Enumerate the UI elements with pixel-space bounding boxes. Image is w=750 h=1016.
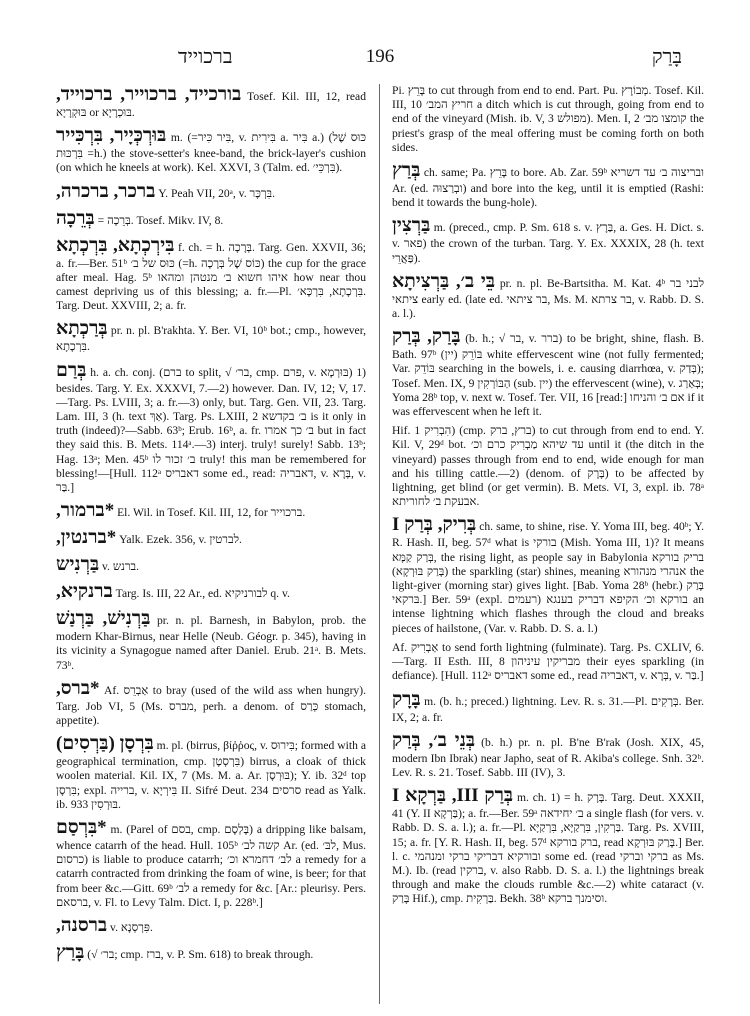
entry-headword: בְּרִיק, בְּרַק I [392,514,477,536]
dictionary-entry [56,527,366,549]
entry-definition: Pi. בָּרֵץ to cut through from end to end. Part. Pu. מְבוֹרָץ. Tosef. Kil. III, 10 חריץ המב׳ a ditch which is cut through, going from end to end of the vineyard (Mish. ib. V, 3 מפולש). Men. I, 2 קומצו מב׳ the priest's grasp of the meal offering must be coming forth on both sides. [392,84,704,154]
dictionary-entry [56,360,366,496]
entry-headword: *ברס, [56,677,100,699]
entry-definition: h. a. ch. conj. (ברם to split, √ בר׳, cmp. פרם, v. בּוּרְמָא) 1) besides. Targ. Y. Ex. XXXVI, 7.—2) however. Dan. IV, 12; V, 17.—Targ. Ps. LVIII, 3; a. fr.—3) only, but. Targ. Gen. VII, 23. Targ. Lam. III, 3 (h. text אַךְ). Targ. Ps. LXIII, 2 ב׳ בקדשא is it only in truth (indeed)?—Sabb. 63ᵇ; Erub. 16ᵇ, a. fr. ב׳ כך אמרו but in fact they said this. B. Mets. 114ᵃ.—3) interj. truly! surely! Sabb. 13ᵇ; Hag. 13ᵃ; Men. 45ᵇ ב׳ זכור לו truly! this man be remembered for blessing!—[Hull. 112ᵃ דאבריס some ed., read: דאבריה, v. בְּרָא, v. בַּר.] [56,365,366,495]
entry-definition: ch. same, to shine, rise. Y. Yoma III, beg. 40ᵇ; Y. R. Hash. II, beg. 57ᵈ what is בורקי (Mish. Yoma III, 1)? It means בְּרַק קַמָּא, the rising light, as people say in Babylonia בריק בורקא (בָּרַק בּוּרְקָא) the sparkling (star) shines, meaning אנהרי מנהורא the light-giver (morning star) gives light. [Bab. Yoma 28ᵇ (hebr.) בָּרַק בּרקאי.] Ber. 59ᵃ (expl. רעמים) בורקא וכ׳ הקיפא דבריק בענגא an intense lightning which flashes through the cloud and breaks pieces of hailstone, (Var. v. Rabb. D. S. a. l.) [392,520,704,635]
entry-headword: בָּרַץ [56,942,85,964]
entry-definition: f. ch. = h. בְּרָכָה. Targ. Gen. XXVII, 36; a. fr.—Ber. 51ᵇ כּוּס של ב׳ (=h. כּוֹס שֶׁל בְּרָכָה) the cup for the grace after meal. Hag. 5ᵇ איהו חשוא ב׳ מנטהן ומהאו how near thou camest depriving us of this blessing; a. fr.—Pl. בִּרְכָתָא, בִּרְכָּא׳. Targ. Deut. XXVIII, 2; a. fr. [56,240,366,313]
dictionary-entry [392,514,704,635]
dictionary-entry [392,785,704,906]
entry-headword: בְּרַכְתָא [56,318,108,340]
dictionary-entry [392,641,704,684]
dictionary-entry [56,125,366,175]
entry-definition: pr. n. pl. B'rakhta. Y. Ber. VI, 10ᵇ bot.; cmp., however, בִּרְכָתָא. [56,324,366,354]
entry-headword: בְּרֵכָה [56,207,95,229]
dictionary-entry [56,915,366,937]
entry-definition: v. ברנש. [99,560,140,574]
entry-headword: ברסנה, [56,915,108,937]
entry-headword: בְּרַק III, בַּרְקָא I [392,785,514,807]
entry-definition: Targ. Is. III, 22 Ar., ed. לבורניקיא q. v. [112,587,290,601]
entry-definition: Hif. הִבְרִיק 1) (cmp. ברץ, ברק) to cut through from end to end. Y. Kil. V, 29ᵈ bot. עד שיהא מַבְרִיק כרם וכ׳ until it (the ditch in the vineyard) passes through from end to end, wide enough for man and his tilling cattle.—2) (denom. of בָּרָק) to be affected by lightning, get blind (or get vermin). B. Mets. VI, 3, expl. ib. 78ᵃ אבעקת ב׳ לחוריתא. [392,424,704,509]
entry-definition: El. Wil. in Tosef. Kil. III, 12, for ברכוייר. [114,506,306,520]
entry-headword: בֵּי ב׳, בַּרְצִיתָא [392,270,496,292]
entry-definition: Af. אַבְרֵס to bray (used of the wild ass when hungry). Targ. Job VI, 5 (Ms. מברס, perh. a denom. of כְּרַס stomach, appetite). [56,683,366,728]
entry-headword: בּוּרְכְּיָיר, בִּרְכִּייר [56,125,167,147]
entry-headword: בַּרְנִיש [56,554,100,576]
dictionary-entry [56,181,366,203]
entry-definition: (b. h.) pr. n. pl. B'ne B'rak (Josh. XIX, 45, modern Ibn Ibrak) near Japho, seat of R. Akiba's college. Snh. 32ᵇ. Lev. R. s. 21. Tosef. Sabb. III (IV), 3. [392,735,704,779]
dictionary-entry [392,215,704,265]
entry-headword: בַּרְנִישׁ, בַּרְנַשׁ [56,608,151,630]
header-left-catchword: ברכוייד [178,46,233,68]
entry-definition: m. pl. (birrus, βίῤῥος, v. בִּירוּס; formed with a geographical termination, cmp. בִּרְסְטָן) birrus, a cloak of thick woolen material. Kil. IX, 7 (Ms. M. a. Ar. בּוּרְסָן); Y. ib. 32ᵈ top בִּרְסָן; expl. ברייה, v. בִּירְיָא II. Sifré Deut. 234 סרסים read as Yalk. ib. 933 בּוּרְסִין. [56,739,366,811]
dictionary-entry [392,424,704,509]
dictionary-entry [56,208,366,230]
entry-headword: בורכייד, ברכוייר, ברכוייד, [56,84,242,105]
entry-definition: (√ בר׳; cmp. ברז, v. P. Sm. 618) to break through. [84,948,314,962]
entry-headword: *ברמור, [56,500,115,522]
dictionary-entry [56,500,366,522]
entry-headword: בִּרְסָן (בַּרְסִים) [56,733,154,755]
entry-definition: pr. n. pl. Barnesh, in Babylon, prob. the modern Khar-Birnus, near Helle (Neub. Géogr. p. 345), having in its vicinity a Synagogue named after Daniel. Erub. 21ᵃ. B. Mets. 73ᵇ. [56,614,366,672]
page-number: 196 [365,46,395,67]
dictionary-entry [56,817,366,910]
entry-definition: ch. same; Pa. בָּרֵץ to bore. Ab. Zar. 59ᵇ ובריצוה ב׳ עד דשריא Ar. (ed. ובְרַצוּה) and bore into the keg, until it is emptied (Rashi: bend it towards the bung-hole). [392,166,704,210]
dictionary-entry [392,730,704,780]
entry-headword: ברכר, ברכרה, [56,180,156,202]
left-column [56,84,366,1004]
entry-definition: m. ch. 1) = h. בָּרָק. Targ. Deut. XXXII, 41 (Y. II בַּרְקָא); a. fr.—Ber. 59ᵃ ב׳ יחידאה a single flash (for vers. v. Rabb. D. S. a. l.); a. fr.—Pl. בַּרְקִין, בִּרְקַיָּא, בִּרְקַיָּא. Targ. Ps. XVIII, 15; a. fr. [Y. R. Hash. II, beg. 57ᵈ ברק בורקא, read בָּרַק בּוּרְקָא.] Ber. l. c. ובורקיא דבריקי ברקי ומנהמי some ed. (read ברקי וברקי as Ms. M.). Ib. (read ברקין, v. also Rabb. D. S. a. l.) the lightnings break through and make the clouds rumble &c.—2) white cataract (v. בָּרַק Hif.), cmp. בַּרְקִית. Bekh. 38ᵇ וסימנך ברקא. [392,791,704,906]
entry-definition: m. (=בִּיר כִּיר, v. בִּירִית a. בִּיר a.) (כּוּס שֶׁל בִּרְכּוּת =h.) the stove-setter's knee-band, the brick-layer's cushion (on which he kneels at work). Kel. XXVI, 3 (Talm. ed. בִּרְכֵּי׳). [56,131,366,175]
entry-definition: Yalk. Ezek. 356, v. לברטין. [116,533,242,547]
dictionary-entry [392,689,704,725]
entry-headword: בְּרַם [56,359,87,381]
dictionary-entry [56,84,366,120]
dictionary-entry [56,942,366,964]
dictionary-entry [392,84,704,155]
entry-definition: Af. אַבְרִיק to send forth lightning (fulminate). Targ. Ps. CXLIV, 6.—Targ. II Esth. III, 8 מבריקין עיניהון their eyes sparkling (in defiance). [Hull. 112ᵃ דאבריס some ed., read דאבריה, v. בְּרָא, v. בַּר.] [392,640,704,683]
entry-definition: m. (preced., cmp. P. Sm. 618 s. v. בַּרָץ, a. Ges. H. Dict. s. v. פאר) the crown of the turban. Targ. Y. Ex. XXXIX, 28 (h. text פַּאֲרֵי). [392,221,704,265]
entry-headword: *ברנטין, [56,527,117,549]
column-divider [379,84,380,1004]
entry-headword: בַּרְצִין [392,215,431,237]
entry-headword: בָּרַק, בְּרַק [392,326,461,348]
entry-definition: m. (Parel of בסם, cmp. בָּלְסָם) a dripping like balsam, whence catarrh of the head. Hull. 105ᵇ קשה לב׳ Ar. (ed. לבּ׳, Mus. כרסום) is liable to produce catarrh; לב׳ דחמרא וכ׳ a remedy for a catarrh contracted from drinking the foam of wine, is beer; for that from beer &c.—Gitt. 69ᵇ לב׳ a remedy for &c. [Ar.: pleurisy. Pers. ברסאם, v. Fl. to Levy Talm. Dict. I, p. 228ᵇ.] [56,823,366,909]
entry-headword: בְּרַץ [392,160,421,182]
dictionary-entry [56,235,366,314]
entry-definition: Tosef. Kil. III, 12, read בּוּקְרָיָא or בּוּכְרָיָא. [56,90,366,119]
entry-definition: Y. Peah VII, 20ᵃ, v. בִּרְכָּר. [155,186,276,200]
dictionary-entry [392,326,704,419]
entry-definition: m. (b. h.; preced.) lightning. Lev. R. s. 31.—Pl. בְּרָקִים. Ber. IX, 2; a. fr. [392,694,704,724]
page-header [60,44,700,72]
dictionary-entry [56,581,366,603]
dictionary-entry [56,608,366,673]
dictionary-entry [56,678,366,728]
entry-headword: *בִּרְסַם [56,817,107,839]
dictionary-entry [392,160,704,210]
entry-headword: בִּירְכְתָא, בִּרְכְתָא [56,234,175,256]
dictionary-entry [56,733,366,812]
entry-definition: = בְּרֵכָה. Tosef. Mikv. IV, 8. [94,213,224,227]
header-right-catchword: בָּרַק [651,46,682,68]
entry-headword: בְּנֵי ב׳, בְּרַק [392,729,476,751]
entry-headword: ברנקיא, [56,581,113,603]
entry-definition: pr. n. pl. Be-Bartsitha. M. Kat. 4ᵇ לבני בר ציתאי early ed. (late ed. בר ציתאי, Ms. M. בר צרתא, v. Rabb. D. S. a. l.). [392,276,704,321]
entry-definition: (b. h.; √ בר, v. ברר) to be bright, shine, flash. B. Bath. 97ᵇ (יין) בּוֹרֵק white effervescent wine (not fully fermented; Var. בּוֹדֵק searching in the bowels, i. e. causing diarrhœa, v. בְּדַק); Tosef. Men. IX, 9 הַבּוֹרְקִין (sub. יין) the effervescent (wine), v. בְּאַרַג; Yoma 28ᵇ top, v. next w. Tosef. Ter. VII, 16 [read:] אם ב׳ והניחו if it was effervescent when he left it. [392,332,704,419]
dictionary-entry [392,271,704,321]
dictionary-entry [56,554,366,576]
dictionary-entry [56,318,366,354]
entry-definition: v. פִּרְסְנָא. [107,921,153,935]
entry-headword: בָּרָק [392,688,421,710]
right-column [392,84,704,1004]
